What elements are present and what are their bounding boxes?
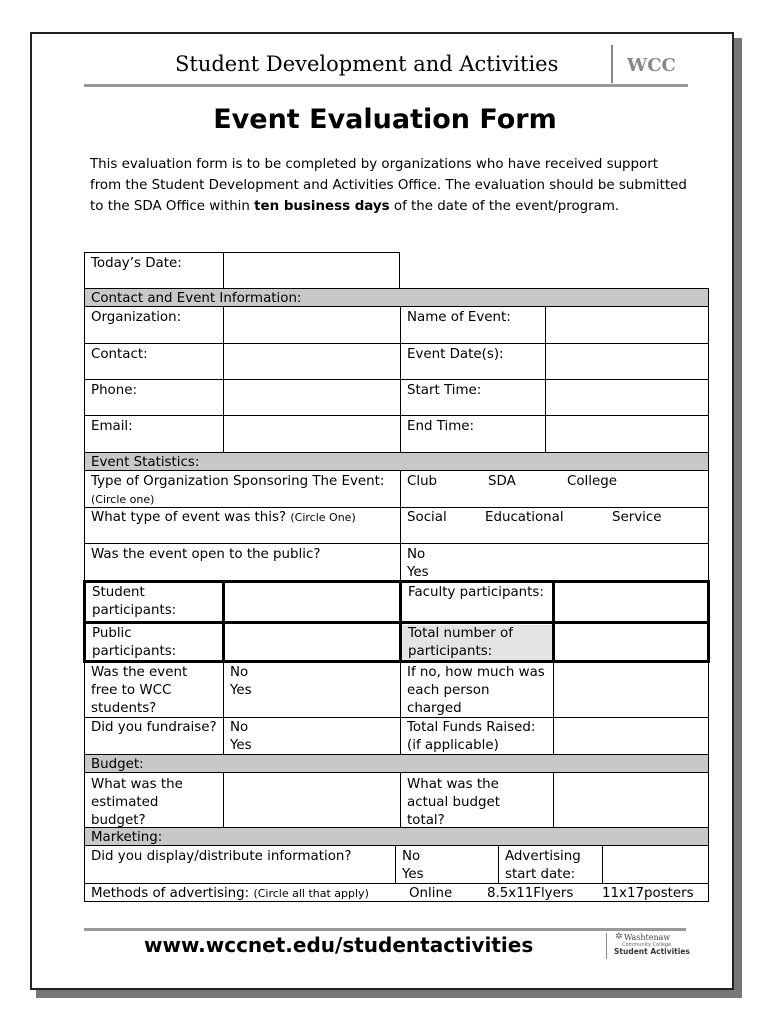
- fundraise-question: Did you fundraise?: [91, 720, 217, 735]
- option-flyers[interactable]: 8.5x11Flyers: [487, 886, 574, 901]
- free-question: Was the event free to WCC students?: [91, 665, 188, 716]
- event-type-question: What type of event was this? (Circle One): [91, 510, 356, 525]
- option-social[interactable]: Social: [407, 510, 447, 525]
- footer-url-link[interactable]: www.wccnet.edu/studentactivities: [144, 933, 534, 957]
- start-time-input[interactable]: [546, 380, 708, 415]
- footer-rule: [84, 928, 686, 931]
- contact-section-heading: Contact and Event Information:: [91, 291, 302, 306]
- estimated-budget-label: What was the estimated budget?: [91, 777, 183, 828]
- logo-mark-icon: ✲: [615, 932, 623, 942]
- contact-label: Contact:: [91, 347, 148, 362]
- advertising-start-input[interactable]: [603, 846, 708, 883]
- display-option-no[interactable]: No: [402, 849, 421, 864]
- end-time-label: End Time:: [407, 419, 474, 434]
- organization-input[interactable]: [224, 307, 400, 343]
- option-sda[interactable]: SDA: [488, 474, 516, 489]
- fundraise-option-yes[interactable]: Yes: [230, 738, 252, 753]
- funds-raised-label: Total Funds Raised: (if applicable): [407, 720, 536, 753]
- todays-date-input[interactable]: [224, 253, 399, 289]
- display-info-question: Did you display/distribute information?: [91, 849, 352, 864]
- budget-section-heading: Budget:: [91, 757, 144, 772]
- public-option-yes[interactable]: Yes: [407, 565, 429, 580]
- fundraise-option-no[interactable]: No: [230, 720, 249, 735]
- cost-input[interactable]: [554, 663, 708, 717]
- phone-input[interactable]: [224, 380, 400, 415]
- org-type-question: Type of Organization Sponsoring The Event: (Circle one): [91, 474, 385, 506]
- phone-label: Phone:: [91, 383, 137, 398]
- actual-budget-input[interactable]: [554, 773, 708, 827]
- free-option-yes[interactable]: Yes: [230, 683, 252, 698]
- stats-section-heading: Event Statistics:: [91, 455, 200, 470]
- faculty-participants-label: Faculty participants:: [408, 585, 544, 600]
- header-badge: WCC: [627, 55, 676, 76]
- open-public-question: Was the event open to the public?: [91, 547, 321, 562]
- total-participants-label: Total number of participants:: [408, 626, 513, 659]
- email-input[interactable]: [224, 416, 400, 452]
- methods-question: Methods of advertising: (Circle all that apply): [91, 886, 369, 901]
- option-service[interactable]: Service: [612, 510, 662, 525]
- header-rule: [84, 84, 688, 87]
- free-option-no[interactable]: No: [230, 665, 249, 680]
- option-educational[interactable]: Educational: [485, 510, 564, 525]
- advertising-start-label: Advertising start date:: [505, 849, 581, 882]
- faculty-participants-input[interactable]: [555, 583, 707, 621]
- intro-paragraph: This evaluation form is to be completed by organizations who have received support from the Student Development and Activities Office. The evaluation should be submitted to the SDA Office within ten business days of the date of the event/program.: [90, 157, 687, 214]
- event-dates-label: Event Date(s):: [407, 347, 504, 362]
- college-logo: ✲ Washtenaw Community College Student Activities: [606, 933, 690, 961]
- name-of-event-label: Name of Event:: [407, 310, 511, 325]
- option-club[interactable]: Club: [407, 474, 438, 489]
- marketing-section-heading: Marketing:: [91, 830, 163, 845]
- page-title: Event Evaluation Form: [213, 104, 557, 135]
- display-option-yes[interactable]: Yes: [402, 867, 424, 882]
- option-posters[interactable]: 11x17posters: [602, 886, 694, 901]
- header-title: Student Development and Activities: [175, 52, 559, 76]
- funds-raised-input[interactable]: [554, 718, 708, 754]
- public-participants-input[interactable]: [225, 624, 399, 660]
- student-participants-input[interactable]: [225, 583, 399, 621]
- organization-label: Organization:: [91, 310, 182, 325]
- cost-question: If no, how much was each person charged: [407, 665, 545, 716]
- name-of-event-input[interactable]: [546, 307, 708, 343]
- contact-input[interactable]: [224, 344, 400, 379]
- student-participants-label: Student participants:: [92, 585, 177, 618]
- option-college[interactable]: College: [567, 474, 617, 489]
- end-time-input[interactable]: [546, 416, 708, 452]
- option-online[interactable]: Online: [409, 886, 453, 901]
- estimated-budget-input[interactable]: [224, 773, 400, 827]
- start-time-label: Start Time:: [407, 383, 482, 398]
- public-option-no[interactable]: No: [407, 547, 426, 562]
- actual-budget-label: What was the actual budget total?: [407, 777, 500, 828]
- header-divider: [611, 45, 613, 83]
- todays-date-label: Today’s Date:: [91, 256, 182, 271]
- event-dates-input[interactable]: [546, 344, 708, 379]
- public-participants-label: Public participants:: [92, 626, 177, 659]
- email-label: Email:: [91, 419, 133, 434]
- total-participants-input[interactable]: [555, 624, 707, 660]
- intro-emphasis: ten business days: [254, 199, 390, 214]
